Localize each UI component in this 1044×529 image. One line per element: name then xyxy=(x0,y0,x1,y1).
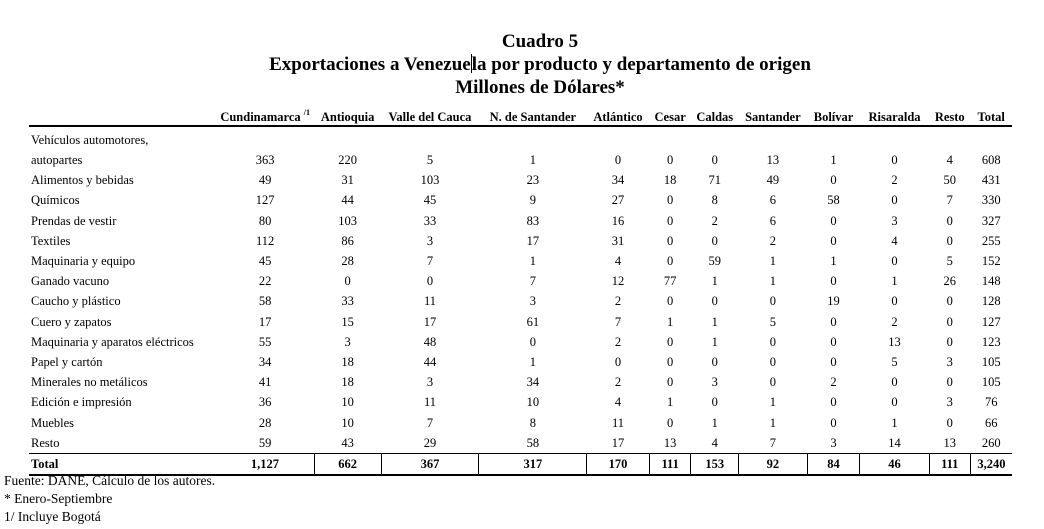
table-cell: 19 xyxy=(827,294,840,309)
empty-cell xyxy=(691,126,739,150)
table-cell: 0 xyxy=(830,395,837,410)
total-cell: 84 xyxy=(807,453,860,475)
table-cell: 3 xyxy=(529,294,536,309)
table-cell: 80 xyxy=(258,213,272,228)
table-cell: 0 xyxy=(614,153,622,168)
table-cell: 0 xyxy=(891,153,898,168)
table-cell: 34 xyxy=(258,354,272,369)
table-cell: 2 xyxy=(891,173,898,188)
table-cell: 0 xyxy=(711,233,718,248)
table-cell: 22 xyxy=(258,274,272,289)
total-cell: 111 xyxy=(649,453,691,475)
table-cell: 3 xyxy=(426,375,434,390)
table-cell: 1 xyxy=(711,334,718,349)
table-cell: 7 xyxy=(946,193,953,208)
total-cell: 111 xyxy=(929,453,970,475)
table-cell: 1 xyxy=(529,254,536,269)
table-cell: 7 xyxy=(426,254,434,269)
row-label: Alimentos y bebidas xyxy=(31,173,134,188)
table-cell: 1 xyxy=(769,254,776,269)
table-title-part1: Exportaciones a Venezue xyxy=(269,54,471,75)
table-cell: 0 xyxy=(830,415,837,430)
notes xyxy=(4,472,215,526)
table-cell: 13 xyxy=(766,153,780,168)
table-cell: 14 xyxy=(860,433,929,454)
header-bolivar: Bolívar xyxy=(807,103,860,126)
row-label: Maquinaria y equipo xyxy=(31,254,136,269)
table-cell: 0 xyxy=(667,193,674,208)
total-cell: 367 xyxy=(381,453,479,475)
table-cell: 2 xyxy=(614,294,622,309)
table-cell: 4 xyxy=(614,395,622,410)
empty-cell xyxy=(479,126,587,150)
table-cell: 148 xyxy=(981,274,1001,289)
total-label: Total xyxy=(29,453,216,475)
table-cell: 7 xyxy=(529,274,536,289)
table-cell: 6 xyxy=(769,213,776,228)
table-cell: 1 xyxy=(891,415,898,430)
table-cell: 0 xyxy=(667,354,674,369)
table-cell: 34 xyxy=(611,173,625,188)
total-cell: 92 xyxy=(739,453,808,475)
total-cell: 170 xyxy=(587,453,650,475)
row-label: Prendas de vestir xyxy=(31,213,117,228)
table-cell: 0 xyxy=(946,233,953,248)
header-valle: Valle del Cauca xyxy=(381,103,479,126)
table-cell: 0 xyxy=(667,415,674,430)
table-cell: 29 xyxy=(381,433,479,454)
table-cell: 0 xyxy=(946,375,953,390)
table-cell: 220 xyxy=(338,153,358,168)
row-label: autopartes xyxy=(31,153,83,168)
table-cell: 105 xyxy=(981,375,1001,390)
table-cell: 363 xyxy=(255,153,275,168)
table-cell: 0 xyxy=(830,233,837,248)
total-cell: 46 xyxy=(860,453,929,475)
table-cell: 3 xyxy=(426,233,434,248)
table-cell: 3 xyxy=(807,433,860,454)
table-cell: 1 xyxy=(830,153,837,168)
table-cell: 8 xyxy=(711,193,718,208)
header-santander: Santander xyxy=(739,103,808,126)
table-row xyxy=(29,392,1012,412)
row-label: Caucho y plástico xyxy=(31,294,121,309)
table-row xyxy=(29,271,1012,291)
table-cell: 18 xyxy=(341,354,354,369)
table-cell: 1 xyxy=(667,395,674,410)
table-units: Millones de Dólares* xyxy=(455,77,625,98)
row-label: Textiles xyxy=(31,233,71,248)
row-label: Muebles xyxy=(31,415,75,430)
table-row xyxy=(29,433,1012,454)
table-cell: 2 xyxy=(891,314,898,329)
table-cell: 0 xyxy=(769,334,776,349)
table-cell: 44 xyxy=(423,354,437,369)
table-cell: 44 xyxy=(341,193,354,208)
table-cell: 33 xyxy=(341,294,354,309)
table-cell: 9 xyxy=(529,193,536,208)
empty-cell xyxy=(970,126,1012,150)
table-cell: 76 xyxy=(984,395,998,410)
table-cell: 0 xyxy=(830,274,837,289)
row-label: Papel y cartón xyxy=(31,354,103,369)
table-cell: 0 xyxy=(529,334,536,349)
table-cell: 0 xyxy=(711,153,718,168)
table-cell: 1 xyxy=(769,274,776,289)
table-row xyxy=(29,251,1012,271)
table-row xyxy=(29,372,1012,392)
table-cell: 15 xyxy=(341,314,354,329)
table-cell: 2 xyxy=(769,233,776,248)
table-cell: 0 xyxy=(711,395,718,410)
total-cell: 1,127 xyxy=(216,453,314,475)
table-cell: 0 xyxy=(946,334,953,349)
table-cell: 61 xyxy=(526,314,540,329)
table-cell: 2 xyxy=(614,375,622,390)
empty-cell xyxy=(739,126,808,150)
table-cell: 103 xyxy=(420,173,440,188)
table-cell: 3 xyxy=(344,334,351,349)
table-cell: 13 xyxy=(888,334,901,349)
table-row xyxy=(29,412,1012,432)
table-cell: 7 xyxy=(426,415,434,430)
table-cell: 34 xyxy=(526,375,540,390)
row-label: Vehículos automotores, xyxy=(31,133,149,147)
table-cell: 1 xyxy=(891,274,898,289)
table-row-label-top xyxy=(29,126,1012,150)
total-cell: 153 xyxy=(691,453,739,475)
header-total: Total xyxy=(970,103,1012,126)
table-cell: 48 xyxy=(423,334,437,349)
table-cell: 0 xyxy=(769,354,776,369)
table-cell: 31 xyxy=(341,173,354,188)
table-cell: 58 xyxy=(479,433,587,454)
empty-cell xyxy=(314,126,381,150)
table-cell: 260 xyxy=(970,433,1012,454)
table-cell: 0 xyxy=(891,254,898,269)
table-cell: 1 xyxy=(711,314,718,329)
table-cell: 17 xyxy=(587,433,650,454)
table-cell: 58 xyxy=(258,294,272,309)
table-cell: 0 xyxy=(946,314,953,329)
table-cell: 3 xyxy=(946,395,953,410)
table-cell: 0 xyxy=(830,334,837,349)
table-cell: 36 xyxy=(258,395,272,410)
table-cell: 4 xyxy=(946,153,953,168)
header-atlantico: Atlántico xyxy=(587,103,650,126)
row-label: Minerales no metálicos xyxy=(31,375,148,390)
table-body xyxy=(29,126,1012,475)
table-cell: 12 xyxy=(611,274,625,289)
header-resto: Resto xyxy=(929,103,970,126)
total-cell: 3,240 xyxy=(970,453,1012,475)
table-cell: 112 xyxy=(256,233,275,248)
empty-cell xyxy=(587,126,650,150)
table-cell: 0 xyxy=(946,213,953,228)
row-label: Químicos xyxy=(31,193,80,208)
empty-cell xyxy=(807,126,860,150)
table-cell: 1 xyxy=(830,254,837,269)
table-cell: 83 xyxy=(526,213,540,228)
table-cell: 10 xyxy=(526,395,540,410)
table-cell: 3 xyxy=(711,375,718,390)
table-cell: 0 xyxy=(946,415,953,430)
table-cell: 1 xyxy=(769,415,776,430)
table-cell: 11 xyxy=(423,294,436,309)
table-cell: 2 xyxy=(830,375,837,390)
period-note: * Enero-Septiembre xyxy=(4,491,113,506)
table-cell: 66 xyxy=(984,415,998,430)
table-row xyxy=(29,231,1012,251)
table-cell: 6 xyxy=(769,193,776,208)
table-cell: 0 xyxy=(891,193,898,208)
table-cell: 13 xyxy=(649,433,691,454)
table-cell: 0 xyxy=(667,213,674,228)
table-cell: 45 xyxy=(258,254,272,269)
table-cell: 17 xyxy=(423,314,437,329)
table-cell: 0 xyxy=(667,334,674,349)
table-cell: 17 xyxy=(258,314,272,329)
table-cell: 77 xyxy=(663,274,677,289)
table-cell: 26 xyxy=(943,274,956,289)
table-cell: 1 xyxy=(711,415,718,430)
table-cell: 431 xyxy=(981,173,1001,188)
table-cell: 0 xyxy=(426,274,434,289)
header-cundinamarca: Cundinamarca $^{/1}$ xyxy=(216,103,314,126)
table-cell: 3 xyxy=(946,354,953,369)
header-santander-n: N. de Santander xyxy=(479,103,587,126)
table-row xyxy=(29,312,1012,332)
row-label: Maquinaria y aparatos eléctricos xyxy=(31,334,194,349)
table-cell: 0 xyxy=(614,354,622,369)
table-row xyxy=(29,150,1012,170)
table-cell: 105 xyxy=(981,354,1001,369)
table-cell: 5 xyxy=(946,254,953,269)
table-cell: 0 xyxy=(830,213,837,228)
table-cell: 152 xyxy=(981,254,1001,269)
table-cell: 127 xyxy=(981,314,1001,329)
table-cell: 10 xyxy=(341,395,354,410)
empty-cell xyxy=(649,126,691,150)
table-cell: 18 xyxy=(663,173,677,188)
table-cell: 23 xyxy=(526,173,540,188)
table-cell: 59 xyxy=(708,254,721,269)
table-cell: 5 xyxy=(426,153,434,168)
table-cell: 0 xyxy=(769,294,776,309)
table-cell: 4 xyxy=(691,433,739,454)
table-cell: 0 xyxy=(667,153,674,168)
table-cell: 10 xyxy=(341,415,354,430)
table-row xyxy=(29,332,1012,352)
table-cell: 2 xyxy=(614,334,622,349)
table-row xyxy=(29,291,1012,311)
table-cell: 5 xyxy=(769,314,776,329)
table-cell: 0 xyxy=(769,375,776,390)
table-cell: 330 xyxy=(981,193,1001,208)
table-cell: 50 xyxy=(943,173,956,188)
table-cell: 28 xyxy=(341,254,354,269)
table-row xyxy=(29,170,1012,190)
table-cell: 0 xyxy=(830,354,837,369)
table-cell: 71 xyxy=(708,173,721,188)
table-cell: 608 xyxy=(981,153,1001,168)
total-cell: 662 xyxy=(314,453,381,475)
table-cell: 2 xyxy=(711,213,718,228)
table-cell: 327 xyxy=(981,213,1001,228)
source-note: Fuente: DANE, Cálculo de los autores. xyxy=(4,473,216,488)
exports-table xyxy=(29,103,1012,476)
header-risaralda: Risaralda xyxy=(860,103,929,126)
table-cell: 3 xyxy=(891,213,898,228)
table-cell: 0 xyxy=(344,274,351,289)
table-row xyxy=(29,190,1012,210)
table-cell: 0 xyxy=(946,294,953,309)
empty-cell xyxy=(381,126,479,150)
table-cell: 49 xyxy=(766,173,780,188)
table-cell: 127 xyxy=(255,193,275,208)
table-cell: 41 xyxy=(258,375,272,390)
table-title-block xyxy=(0,30,1044,99)
row-label: Edición e impresión xyxy=(31,395,132,410)
table-cell: 27 xyxy=(611,193,625,208)
table-row xyxy=(29,211,1012,231)
table-cell: 55 xyxy=(258,334,272,349)
table-cell: 11 xyxy=(423,395,436,410)
header-antioquia: Antioquia xyxy=(314,103,381,126)
table-cell: 45 xyxy=(423,193,437,208)
table-cell: 0 xyxy=(667,254,674,269)
empty-cell xyxy=(860,126,929,150)
bogota-note: 1/ Incluye Bogotá xyxy=(4,509,101,524)
table-cell: 0 xyxy=(711,354,718,369)
table-cell: 0 xyxy=(667,233,674,248)
table-title-part2: la por producto y departamento de origen xyxy=(471,54,811,75)
table-cell: 28 xyxy=(258,415,272,430)
table-cell: 16 xyxy=(611,213,625,228)
row-label: Cuero y zapatos xyxy=(31,314,112,329)
table-cell: 0 xyxy=(711,294,718,309)
table-cell: 0 xyxy=(891,375,898,390)
table-cell: 58 xyxy=(827,193,840,208)
row-label: Resto xyxy=(29,433,216,454)
header-caldas: Caldas xyxy=(691,103,739,126)
table-cell: 1 xyxy=(529,153,536,168)
table-cell: 4 xyxy=(614,254,622,269)
table-cell: 1 xyxy=(769,395,776,410)
header-cesar: Cesar xyxy=(649,103,691,126)
table-cell: 0 xyxy=(667,375,674,390)
table-cell: 13 xyxy=(929,433,970,454)
table-cell: 0 xyxy=(891,294,898,309)
table-cell: 31 xyxy=(611,233,625,248)
table-number: Cuadro 5 xyxy=(501,31,579,52)
table-cell: 5 xyxy=(891,354,898,369)
table-cell: 43 xyxy=(314,433,381,454)
table-row xyxy=(29,352,1012,372)
table-cell: 33 xyxy=(423,213,437,228)
table-cell: 1 xyxy=(711,274,718,289)
table-cell: 1 xyxy=(529,354,536,369)
table-cell: 255 xyxy=(981,233,1001,248)
table-cell: 1 xyxy=(667,314,674,329)
header-row xyxy=(29,103,1012,126)
table-cell: 4 xyxy=(891,233,898,248)
table-cell: 86 xyxy=(341,233,354,248)
table-cell: 17 xyxy=(526,233,540,248)
table-cell: 0 xyxy=(830,173,837,188)
row-label: Ganado vacuno xyxy=(31,274,110,289)
total-cell: 317 xyxy=(479,453,587,475)
table-cell: 0 xyxy=(891,395,898,410)
table-cell: 18 xyxy=(341,375,354,390)
table-cell: 128 xyxy=(981,294,1001,309)
table-title xyxy=(0,53,1044,76)
table-cell: 103 xyxy=(338,213,358,228)
table-cell: 7 xyxy=(614,314,622,329)
empty-cell xyxy=(929,126,970,150)
table-cell: 0 xyxy=(667,294,674,309)
table-cell: 11 xyxy=(611,415,625,430)
table-cell: 0 xyxy=(830,314,837,329)
table-cell: 49 xyxy=(258,173,272,188)
empty-cell xyxy=(216,126,314,150)
table-cell: 7 xyxy=(739,433,808,454)
table-cell: 59 xyxy=(216,433,314,454)
table-cell: 8 xyxy=(529,415,536,430)
table-cell: 123 xyxy=(981,334,1001,349)
header-product xyxy=(29,103,216,126)
